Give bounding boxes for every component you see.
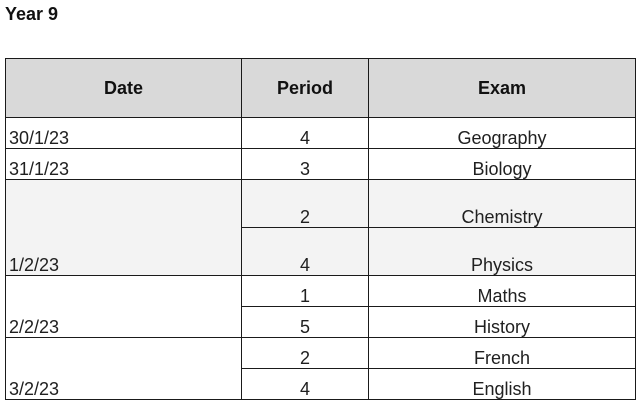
- period-cell: 2: [242, 338, 369, 369]
- exam-cell: Maths: [369, 276, 636, 307]
- exam-cell: History: [369, 307, 636, 338]
- period-cell: 3: [242, 149, 369, 180]
- date-column-header: Date: [6, 59, 242, 118]
- period-cell: 1: [242, 276, 369, 307]
- period-cell: 2: [242, 180, 369, 228]
- period-cell: 5: [242, 307, 369, 338]
- table-row: [6, 180, 636, 228]
- exam-cell: French: [369, 338, 636, 369]
- date-cell: 31/1/23: [6, 149, 242, 180]
- exam-cell: Chemistry: [369, 180, 636, 228]
- table-row: [6, 118, 636, 149]
- date-cell: 1/2/23: [6, 180, 242, 276]
- exam-cell: Physics: [369, 228, 636, 276]
- table-row: [6, 149, 636, 180]
- exam-timetable: [5, 58, 636, 400]
- period-cell: 4: [242, 228, 369, 276]
- header-row: [6, 59, 636, 118]
- period-cell: 4: [242, 369, 369, 400]
- exam-cell: Biology: [369, 149, 636, 180]
- exam-column-header: Exam: [369, 59, 636, 118]
- date-cell: 30/1/23: [6, 118, 242, 149]
- table-row: [6, 338, 636, 369]
- exam-cell: Geography: [369, 118, 636, 149]
- page-title: Year 9: [5, 4, 59, 24]
- period-column-header: Period: [242, 59, 369, 118]
- date-cell: 3/2/23: [6, 338, 242, 400]
- period-cell: 4: [242, 118, 369, 149]
- table-row: [6, 276, 636, 307]
- date-cell: 2/2/23: [6, 276, 242, 338]
- exam-cell: English: [369, 369, 636, 400]
